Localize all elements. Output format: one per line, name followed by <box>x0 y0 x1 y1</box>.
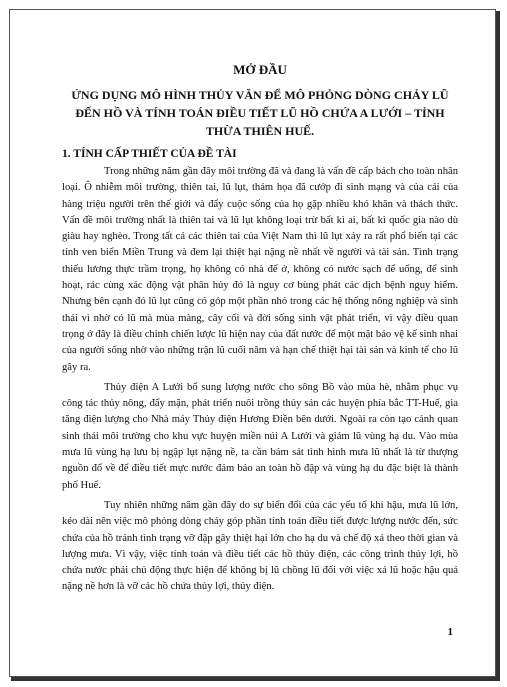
paragraph: Tuy nhiên những năm gần đây do sự biến đổi của các yếu tố khí hậu, mưa lũ lớn, kéo dài nên việc mô phỏng dòng chảy góp phần tính toán điều tiết được lượng nước đến, sức chứa của hồ tránh tình trạng vỡ đập gây thiệt hại lớn cho hạ du và chế độ xả theo thời gian và lượng mưa. Vì vậy, việc tính toán và điều tiết các hồ thủy điện, các công trình thủy lợi, hồ chứa nước phải chủ động thực hiện để không bị lũ chồng lũ đối với việc xả lũ hoặc hậu quả nặng nề hơn là vỡ các hồ chứa thủy lợi, thủy điện. <box>62 499 458 593</box>
paragraph: Trong những năm gần đây môi trường đã và đang là vấn đề cấp bách cho toàn nhân loại. Ô nhiễm môi trường, thiên tai, lũ lụt, thảm họa đã cướp đi sinh mạng và của cải của hàng triệu người trên thế giới và đẩy cuộc sống của họ gặp nhiều khó khăn và thách thức. Vấn đề môi trường nhất là thiên tai và lũ lụt không loại trừ bất kì ai, bất kì quốc gia nào dù giàu hay nghèo. Trong tất cả các thiên tai của Việt Nam thì lũ lụt xảy ra rất phổ biến tại các tỉnh ven biển Miền Trung và đem lại thiệt hại nặng nề nhất về người và tài sản. Tình trạng thiếu lương thực trầm trọng, họ không có nhà để ở, không có nước sạch để uống, để sinh hoạt, rác cùng xác động vật phân hủy đó là nguy cơ bùng phát các dịch bệnh nguy hiểm. Nhưng bên cạnh đó lũ lụt cũng có góp một phần nhỏ trong các hệ thống nông nghiệp và sinh thái vì nhờ có lũ mà mùa màng, cây cối và đời sống sinh vật phát triển, vì vậy điều quan trọng ở đây là điều chỉnh chiến lược lũ hiện nay của đất nước để một mặt bảo vệ kế sinh nhai của người sống nhờ vào những trận lũ cuối năm và hạn chế thiệt hại tài sản và kinh tế cho lũ gây ra. <box>62 166 458 373</box>
document-page <box>62 62 458 600</box>
document-title <box>62 86 458 140</box>
title-line: THỪA THIÊN HUẾ. <box>205 124 315 138</box>
title-line: ỨNG DỤNG MÔ HÌNH THỦY VĂN ĐỂ MÔ PHỎNG DÒNG CHẢY LŨ <box>71 88 449 102</box>
page-number: 1 <box>447 626 453 638</box>
section-heading: 1. TÍNH CẤP THIẾT CỦA ĐỀ TÀI <box>62 148 237 160</box>
title-line: ĐẾN HỒ VÀ TÍNH TOÁN ĐIỀU TIẾT LŨ HỒ CHỨA A LƯỚI – TỈNH <box>75 106 445 120</box>
document-heading: MỞ ĐẦU <box>233 62 287 77</box>
paragraph: Thủy điện A Lưới bổ sung lượng nước cho sông Bồ vào mùa hè, nhằm phục vụ công tác thủy nông, đẩy mặn, phát triển nuôi trồng thủy sản các huyện phía bắc TT-Huế, gia tăng điện lượng cho Nhà máy Thủy điện Hương Điền bên dưới. Ngoài ra còn tạo cảnh quan sinh thái môi trường cho khu vực huyện miền núi A Lưới và giảm lũ vùng hạ du. Vào mùa mưa lũ vùng hạ lưu bị ngập lụt nặng nề, ta cần bám sát tình hình mưa lũ nhất là từ thượng nguồn đổ về để điều tiết mực nước đảm bảo an toàn hồ đập và vùng hạ du đặc biệt là thành phố Huế. <box>62 381 458 491</box>
